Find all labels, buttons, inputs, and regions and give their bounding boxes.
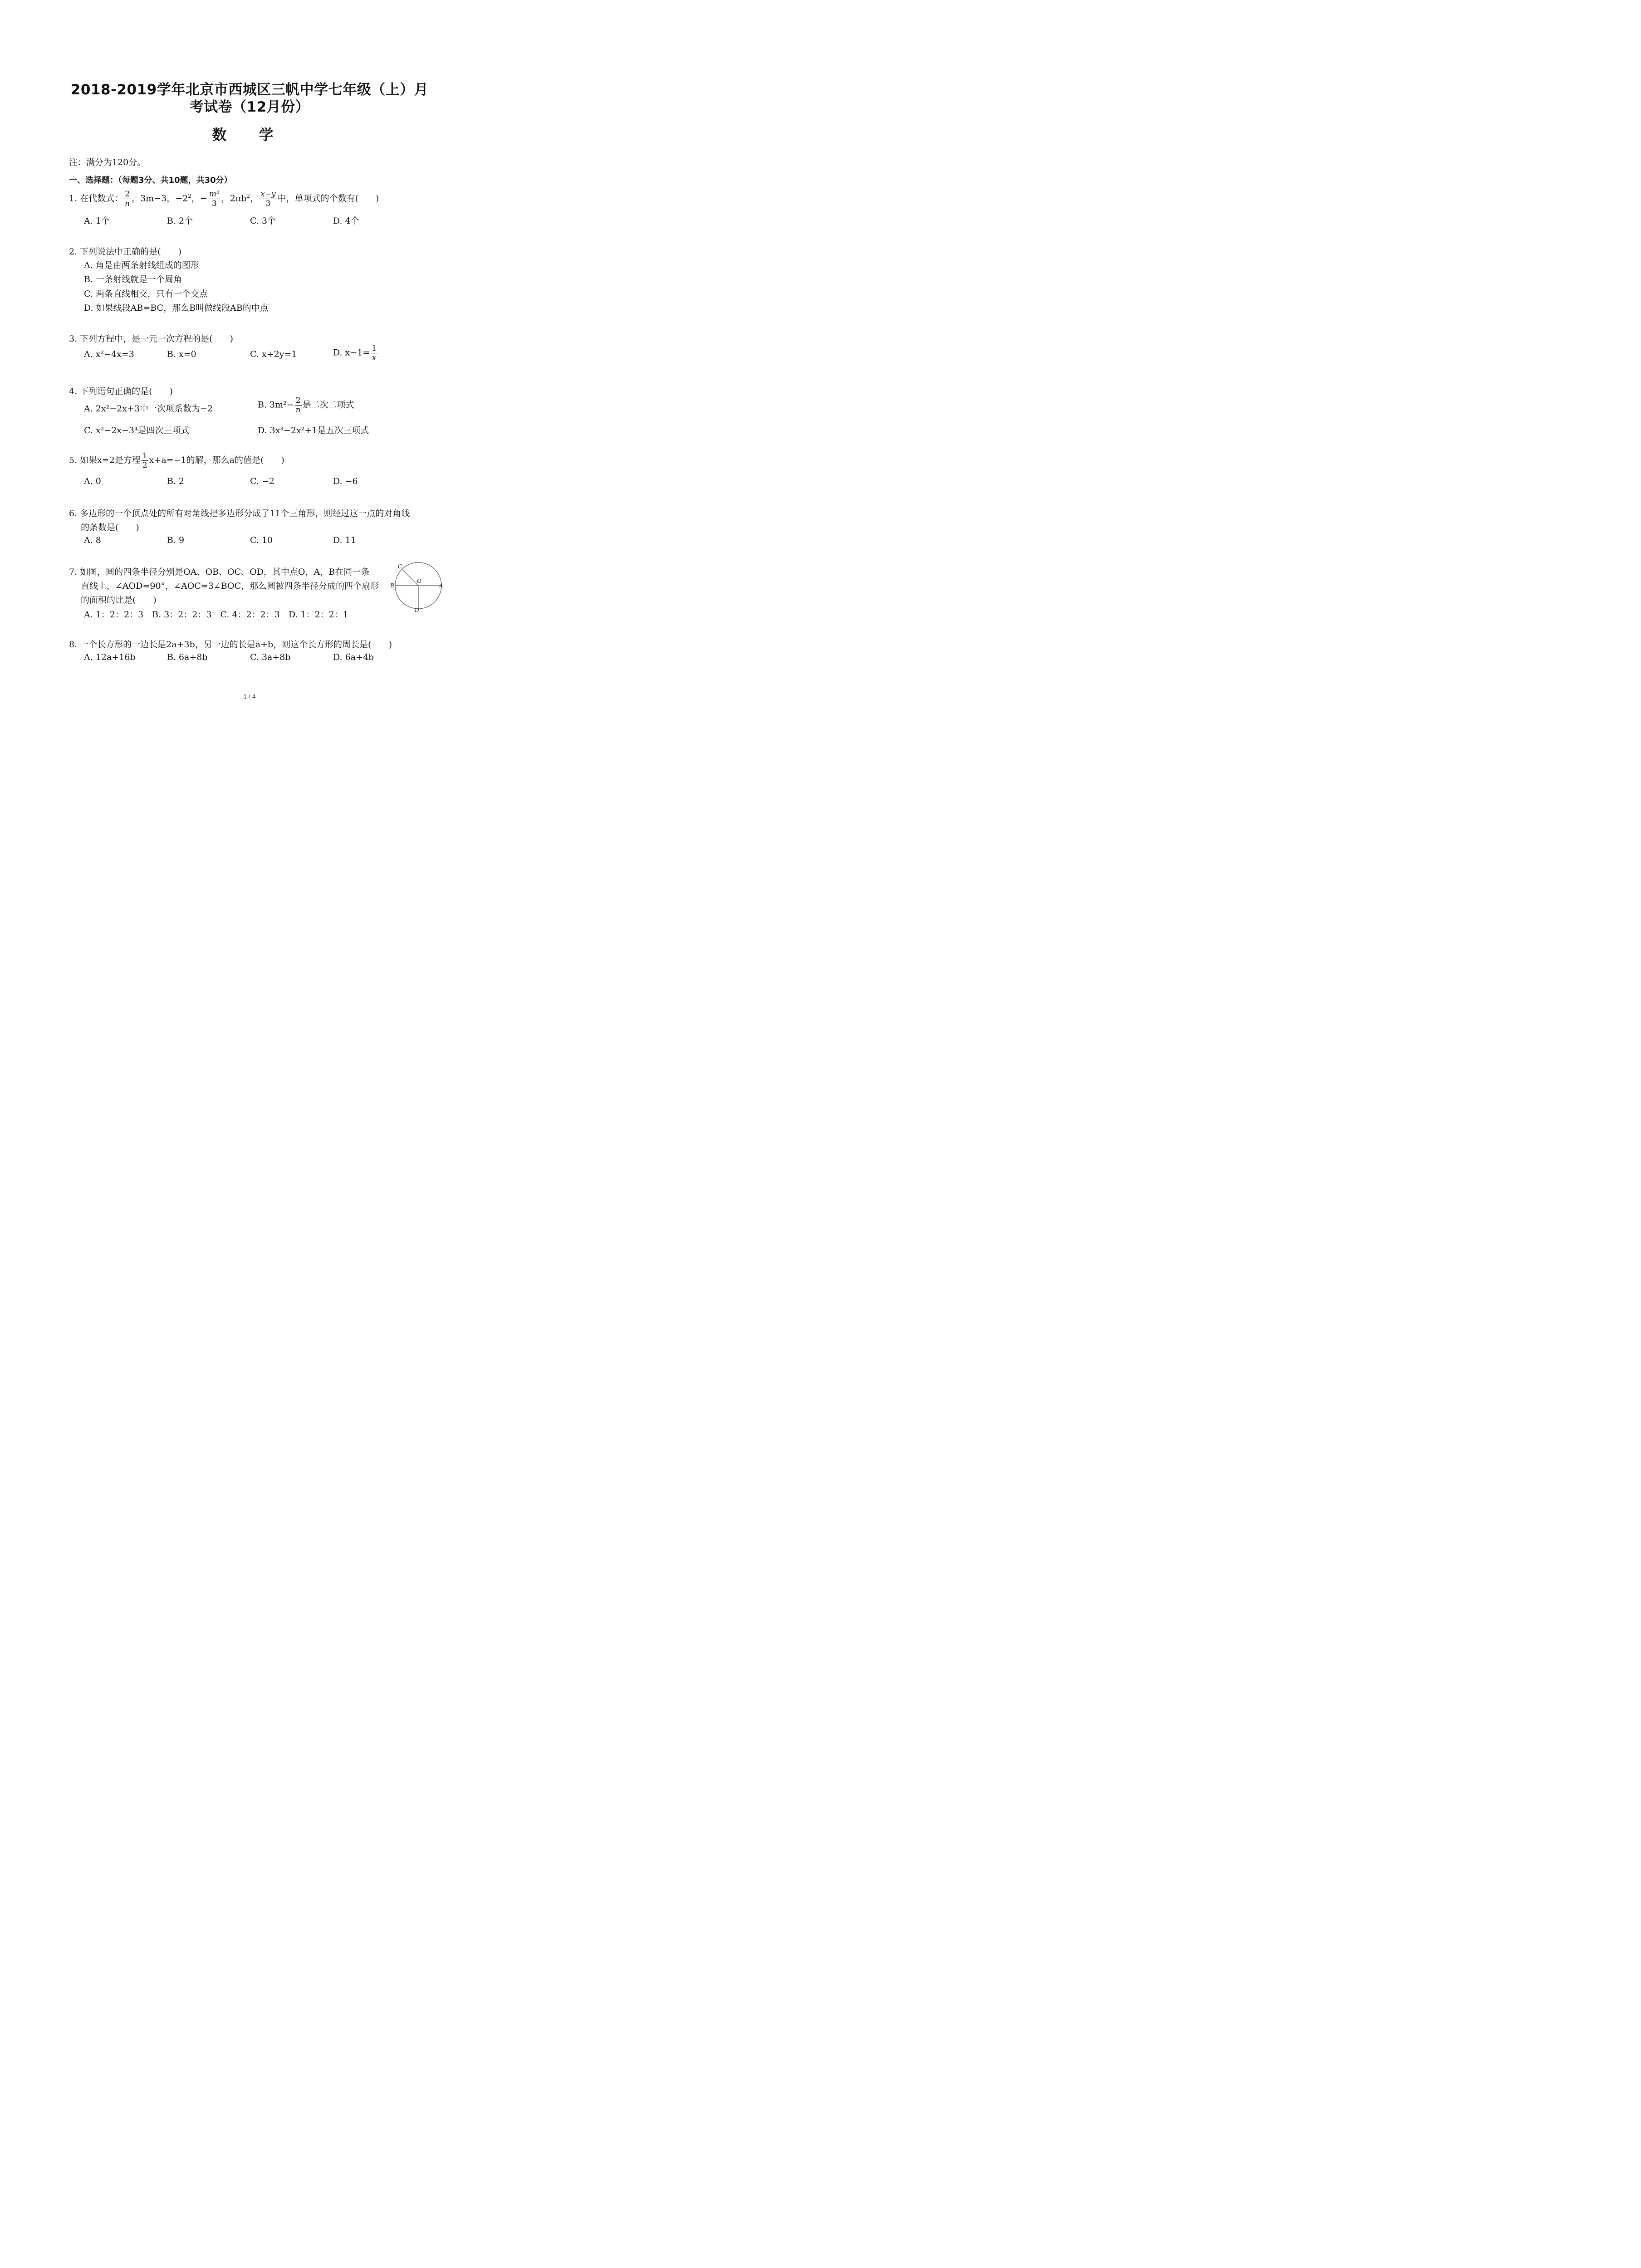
q3-d-fraction: $\frac{1}{x}$ (372, 344, 377, 362)
q3-option-a: A. x²−4x=3 (84, 349, 134, 359)
question-4-stem: 4. 下列语句正确的是( ) (69, 386, 173, 396)
exam-title-line2: 考试卷（12月份） (189, 99, 310, 115)
question-7-line2: 直线上，∠AOD=90°，∠AOC=3∠BOC，那么圆被四条半径分成的四个扇形 (81, 581, 379, 591)
q8-option-d: D. 6a+4b (333, 652, 374, 662)
q8-option-a: A. 12a+16b (84, 652, 136, 662)
q3-option-b: B. x=0 (167, 349, 196, 359)
q4-option-a: A. 2x²−2x+3中一次项系数为−2 (84, 404, 213, 414)
q3-option-d: D. x−1= $\frac{1}{x}$ (333, 344, 377, 362)
q5-option-b: B. 2 (167, 476, 185, 486)
subject-title: 数 学 (212, 126, 287, 143)
q1-option-b: B. 2个 (167, 216, 193, 226)
q1-option-d: D. 4个 (333, 216, 359, 226)
question-8-stem: 8. 一个长方形的一边长是2a+3b，另一边的长是a+b，则这个长方形的周长是( ) (69, 640, 392, 650)
q1-fraction-2: $\frac{\text{m²}}{3}$ (209, 190, 220, 208)
q2-option-c: C. 两条直线相交，只有一个交点 (84, 289, 208, 299)
q5-option-a: A. 0 (84, 476, 101, 486)
q1-option-c: C. 3个 (250, 216, 276, 226)
section-heading: 一、选择题：（每题3分、共10题，共30分） (69, 176, 232, 185)
q8-option-b: B. 6a+8b (167, 652, 208, 662)
q6-option-a: A. 8 (84, 535, 101, 545)
question-2-stem: 2. 下列说法中正确的是( ) (69, 247, 181, 257)
q5-fraction: $\frac{1}{2}$ (142, 451, 147, 470)
q4-option-d: D. 3x³−2x²+1是五次三项式 (258, 425, 369, 435)
page-number: 1 / 4 (243, 693, 256, 700)
label-d: D (415, 607, 419, 613)
q6-option-b: B. 9 (167, 535, 185, 545)
q5-option-d: D. −6 (333, 476, 358, 486)
q7-circle-figure (388, 561, 445, 613)
q1-fraction-1: $\frac{2}{n}$ (125, 190, 130, 208)
score-note: 注：满分为120分。 (69, 157, 146, 167)
label-b: B (390, 582, 394, 589)
radius-oc (402, 569, 418, 586)
q6-option-c: C. 10 (250, 535, 273, 545)
q1-prefix: 1. 在代数式： (69, 193, 123, 204)
question-5-stem: 5. 如果x=2是方程 $\frac{1}{2}$ x+a=−1的解，那么a的值是( ) (69, 451, 284, 470)
question-7-line3: 的面积的比是( ) (81, 595, 157, 605)
question-7-line1: 7. 如图，圆的四条半径分别是OA、OB、OC、OD，其中点O，A，B在同一条 (69, 567, 370, 577)
q2-option-a: A. 角是由两条射线组成的图形 (84, 260, 199, 270)
q7-options: A. 1：2：2：3 B. 3：2：2：3 C. 4：2：2：3 D. 1：2：2：1 (84, 610, 348, 620)
q5-option-c: C. −2 (250, 476, 274, 486)
label-o: O (417, 578, 421, 584)
q4-option-c: C. x²−2x−3⁴是四次三项式 (84, 425, 190, 435)
label-a: A (439, 582, 443, 589)
q2-option-b: B. 一条射线就是一个周角 (84, 274, 182, 284)
question-6-line2: 的条数是( ) (81, 523, 139, 533)
q1-fraction-3: $\frac{x-y}{3}$ (260, 190, 276, 208)
question-3-stem: 3. 下列方程中，是一元一次方程的是( ) (69, 334, 233, 344)
question-1-stem: 1. 在代数式： $\frac{2}{n}$ ，3m−3，$-2^2$，− $\frac{\text{m²}}{3}$ ，$2\pi b^2$， $\frac{x-y}{3}$ 中，单项式的个数有( ) (69, 190, 379, 208)
q1-option-a: A. 1个 (84, 216, 110, 226)
label-c: C (398, 563, 402, 570)
question-6-line1: 6. 多边形的一个顶点处的所有对角线把多边形分成了11个三角形，则经过这一点的对角线 (69, 508, 410, 518)
q3-option-c: C. x+2y=1 (250, 349, 297, 359)
q8-option-c: C. 3a+8b (250, 652, 291, 662)
q4-option-b: B. 3m²− $\frac{2}{n}$ 是二次二项式 (258, 396, 354, 415)
q6-option-d: D. 11 (333, 535, 356, 545)
q4-b-fraction: $\frac{2}{n}$ (295, 396, 301, 415)
q2-option-d: D. 如果线段AB=BC，那么B叫做线段AB的中点 (84, 303, 269, 313)
exam-title-line1: 2018-2019学年北京市西城区三帆中学七年级（上）月 (70, 82, 429, 98)
